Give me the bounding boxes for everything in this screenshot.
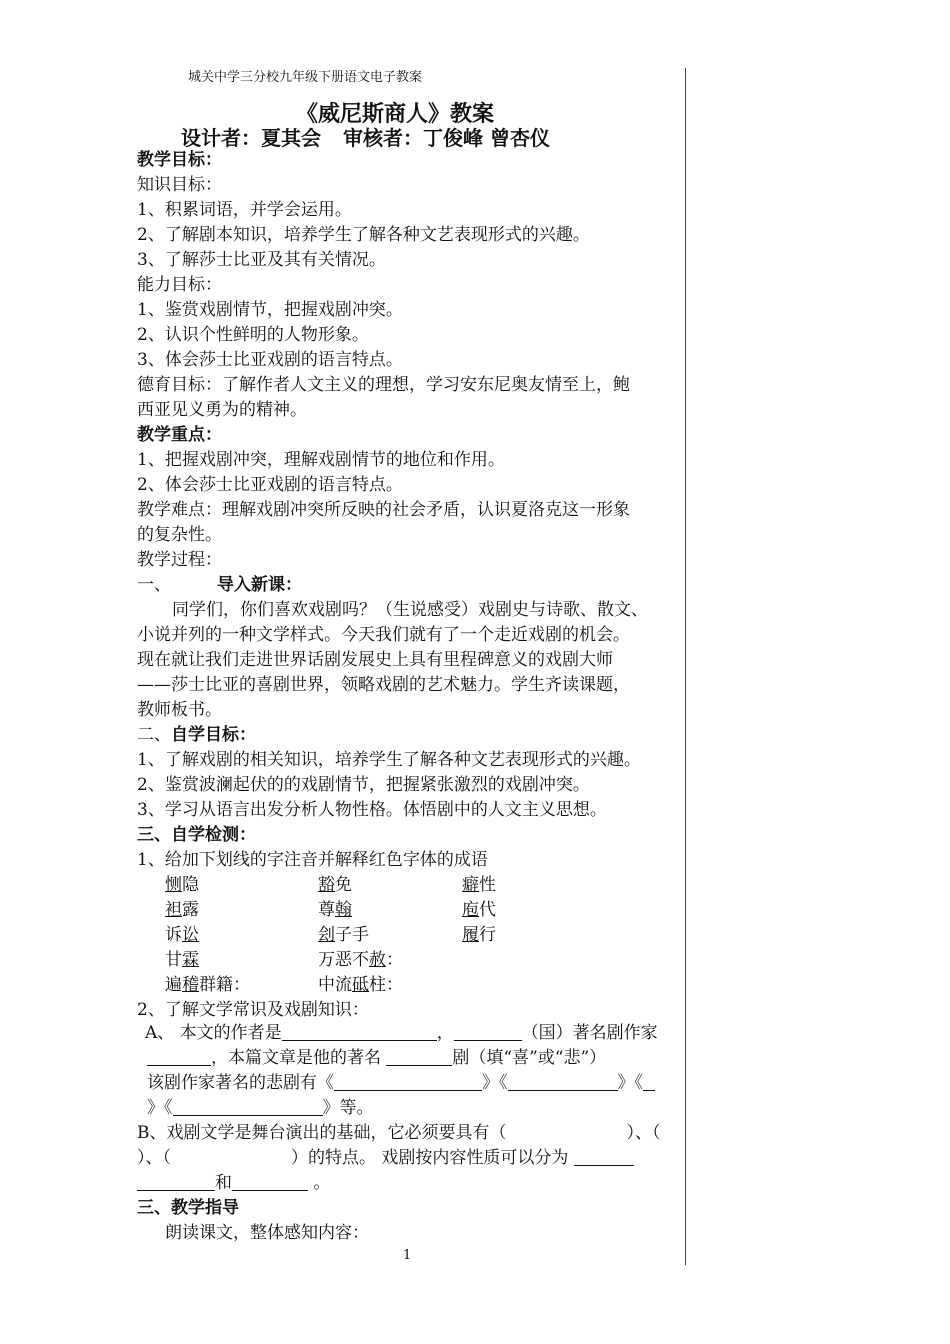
- self-study-item: 3、学习从语言出发分析人物性格。体悟剧中的人文主义思想。: [137, 800, 607, 820]
- question-b-line3: 和 。: [137, 1172, 330, 1194]
- reading-instruction: 朗读课文，整体感知内容：: [165, 1223, 369, 1243]
- vocab-word: 豁免: [318, 875, 352, 895]
- difficulty-cont: 的复杂性。: [137, 525, 222, 545]
- moral-objective: 德育目标：了解作者人文主义的理想，学习安东尼奥友情至上，鲍: [137, 375, 630, 395]
- vocab-word: 履行: [462, 925, 496, 945]
- difficulty: 教学难点：理解戏剧冲突所反映的社会矛盾，认识夏洛克这一形象: [137, 500, 630, 520]
- section-title: 自学目标：: [171, 725, 256, 745]
- vocab-word: 庖代: [462, 900, 496, 920]
- vocab-word: 恻隐: [165, 875, 199, 895]
- vocab-word: 刽子手: [318, 925, 369, 945]
- question-2: 2、了解文学常识及戏剧知识：: [137, 1000, 369, 1020]
- page-title: 《威尼斯商人》教案: [296, 102, 495, 127]
- vocab-word: 尊翰: [318, 900, 352, 920]
- question-a-line4: 》《 》等。: [147, 1098, 374, 1118]
- author-line: [181, 122, 550, 151]
- self-study-item: 1、了解戏剧的相关知识，培养学生了解各种文艺表现形式的兴趣。: [137, 750, 641, 770]
- intro-paragraph-line: 现在就让我们走进世界话剧发展史上具有里程碑意义的戏剧大师: [137, 650, 613, 670]
- process-heading: 教学过程：: [137, 550, 222, 570]
- knowledge-item: 3、了解莎士比亚及其有关情况。: [137, 250, 386, 270]
- self-study-item: 2、鉴赏波澜起伏的的戏剧情节，把握紧张激烈的戏剧冲突。: [137, 775, 590, 795]
- vocab-word: 万恶不赦：: [318, 950, 403, 970]
- page-number: 1: [403, 1248, 412, 1263]
- question-a-line2: ，本篇文章是他的著名 剧（填“喜”或“悲”）: [147, 1047, 606, 1069]
- moral-objective-cont: 西亚见义勇为的精神。: [137, 400, 307, 420]
- answer-blank[interactable]: [334, 1073, 482, 1091]
- key-points-heading: 教学重点：: [137, 425, 222, 445]
- reviewer-names: 丁俊峰 曾杏仪: [423, 126, 550, 150]
- vocab-word: 遍稽群籍：: [165, 975, 250, 995]
- designer-label: 设计者：: [181, 126, 261, 150]
- intro-paragraph-line: 小说并列的一种文学样式。今天我们就有了一个走近戏剧的机会。: [137, 625, 630, 645]
- designer-name: 夏其会: [261, 126, 321, 150]
- vocab-word: 袒露: [165, 900, 199, 920]
- question-1: 1、给加下划线的字注音并解释红色字体的成语: [137, 850, 488, 870]
- question-a-line1: A、 本文的作者是 ， （国）著名剧作家: [145, 1023, 658, 1043]
- knowledge-heading: 知识目标：: [137, 175, 222, 195]
- objectives-heading: 教学目标：: [137, 150, 222, 170]
- margin-rule: [685, 68, 686, 1265]
- school-header: 城关中学三分校九年级下册语文电子教案: [188, 70, 423, 85]
- reviewer-label: 审核者：: [343, 126, 423, 150]
- answer-blank[interactable]: [173, 1098, 323, 1116]
- key-point-item: 1、把握戏剧冲突，理解戏剧情节的地位和作用。: [137, 450, 505, 470]
- section-3-heading: 三、自学检测：: [137, 825, 256, 845]
- answer-blank[interactable]: [454, 1023, 522, 1041]
- ability-item: 3、体会莎士比亚戏剧的语言特点。: [137, 350, 403, 370]
- ability-heading: 能力目标：: [137, 275, 222, 295]
- vocab-word: 甘霖: [165, 950, 199, 970]
- section-number: 一、: [137, 575, 171, 595]
- question-a-line3: 该剧作家著名的悲剧有《 》《 》《: [147, 1072, 655, 1094]
- ability-item: 1、鉴赏戏剧情节，把握戏剧冲突。: [137, 300, 403, 320]
- vocab-word: 诉讼: [165, 925, 199, 945]
- knowledge-item: 1、积累词语，并学会运用。: [137, 200, 352, 220]
- key-point-item: 2、体会莎士比亚戏剧的语言特点。: [137, 475, 403, 495]
- answer-blank[interactable]: [508, 1073, 618, 1091]
- section-2-heading: [137, 724, 256, 746]
- answer-blank[interactable]: [147, 1048, 211, 1066]
- answer-blank[interactable]: [386, 1048, 452, 1066]
- intro-paragraph-line: ——莎士比亚的喜剧世界，领略戏剧的艺术魅力。学生齐读课题，: [137, 675, 630, 695]
- answer-blank[interactable]: [643, 1073, 655, 1091]
- vocab-word: 中流砥柱：: [318, 975, 403, 995]
- answer-blank[interactable]: [137, 1173, 215, 1191]
- intro-paragraph: 同学们，你们喜欢戏剧吗？（生说感受）戏剧史与诗歌、散文、: [172, 600, 648, 620]
- section-title: 导入新课：: [217, 575, 302, 595]
- answer-blank[interactable]: [232, 1173, 308, 1191]
- answer-blank[interactable]: [574, 1148, 634, 1166]
- intro-paragraph-line: 教师板书。: [137, 700, 222, 720]
- section-1-heading: [137, 574, 302, 596]
- ability-item: 2、认识个性鲜明的人物形象。: [137, 325, 369, 345]
- section-4-heading: 三、教学指导: [137, 1198, 239, 1218]
- vocab-word: 癖性: [462, 875, 496, 895]
- knowledge-item: 2、了解剧本知识，培养学生了解各种文艺表现形式的兴趣。: [137, 225, 590, 245]
- section-number: 二、: [137, 725, 171, 745]
- question-b-line1: B、戏剧文学是舞台演出的基础，它必须要具有（ ）、（: [137, 1123, 661, 1143]
- answer-blank[interactable]: [282, 1023, 437, 1041]
- question-b-line2: ）、（ ）的特点。 戏剧按内容性质可以分为: [137, 1147, 634, 1169]
